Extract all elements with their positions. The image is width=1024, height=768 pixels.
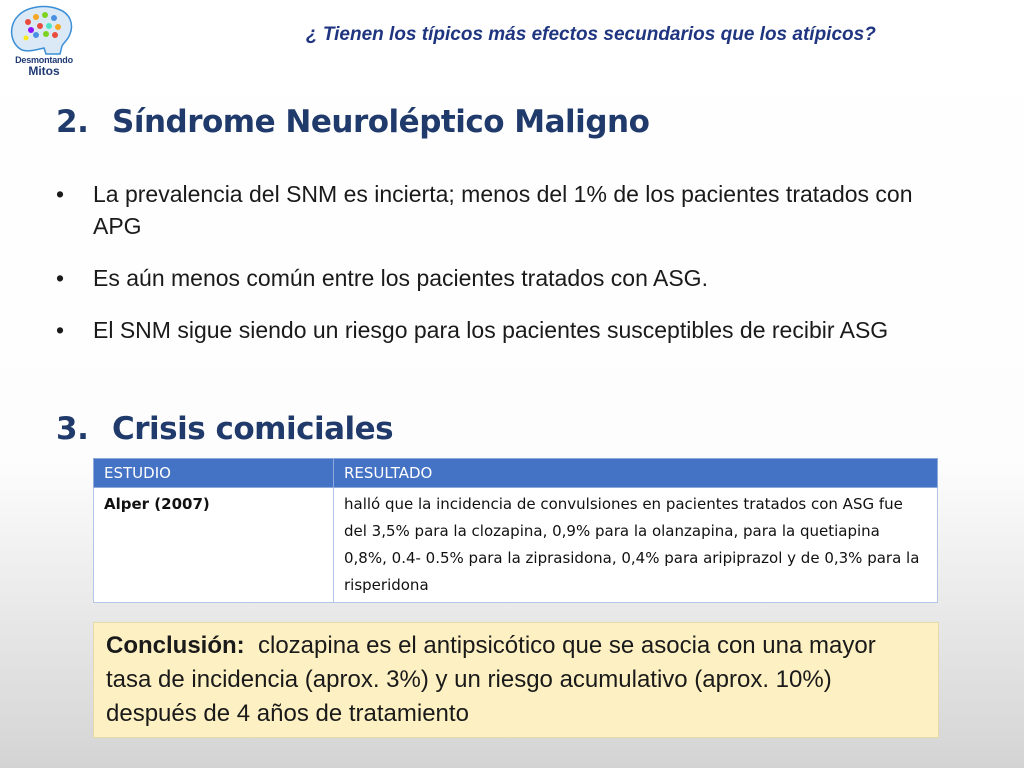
- section-3-number: 3.: [56, 411, 89, 447]
- section-2-bullets: [56, 178, 956, 366]
- conclusion-text: clozapina es el antipsicótico que se asocia con una mayor tasa de incidencia (aprox. 3%) y un riesgo acumulativo (aprox. 10%) después de 4 años de tratamiento: [106, 632, 876, 727]
- bullet-dot-icon: •: [56, 317, 65, 343]
- bullet-item: [56, 314, 956, 346]
- section-3-heading: Crisis comiciales: [112, 411, 394, 447]
- logo: [0, 0, 88, 80]
- section-2-title: [56, 104, 649, 140]
- bullet-item: [56, 262, 956, 294]
- table-row: [94, 488, 938, 603]
- table-header-estudio: ESTUDIO: [94, 459, 334, 488]
- brain-head-icon: [0, 0, 88, 56]
- section-3-title: [56, 411, 393, 447]
- section-2-number: 2.: [56, 104, 89, 140]
- bullet-text: La prevalencia del SNM es incierta; menos del 1% de los pacientes tratados con APG: [93, 181, 913, 239]
- bullet-dot-icon: •: [56, 265, 65, 291]
- conclusion-box: [93, 622, 939, 738]
- bullet-dot-icon: •: [56, 181, 65, 207]
- table-cell-study: Alper (2007): [94, 488, 334, 603]
- bullet-text: El SNM sigue siendo un riesgo para los pacientes susceptibles de recibir ASG: [93, 317, 889, 343]
- table-header-resultado: RESULTADO: [334, 459, 938, 488]
- logo-text-mitos: Mitos: [28, 64, 60, 78]
- table-header-row: [94, 459, 938, 488]
- section-2-heading: Síndrome Neuroléptico Maligno: [112, 104, 650, 140]
- logo-text-desmontando: Desmontando: [15, 55, 73, 65]
- header-question: ¿ Tienen los típicos más efectos secundarios que los atípicos?: [306, 24, 876, 45]
- bullet-text: Es aún menos común entre los pacientes tratados con ASG.: [93, 265, 708, 291]
- conclusion-label: Conclusión:: [106, 632, 245, 659]
- bullet-item: [56, 178, 956, 242]
- study-table: [93, 458, 938, 603]
- table-cell-result: halló que la incidencia de convulsiones en pacientes tratados con ASG fue del 3,5% para la clozapina, 0,9% para la olanzapina, para la quetiapina 0,8%, 0.4- 0.5% para la ziprasidona, 0,4% para aripiprazol y de 0,3% para la risperidona: [334, 488, 938, 603]
